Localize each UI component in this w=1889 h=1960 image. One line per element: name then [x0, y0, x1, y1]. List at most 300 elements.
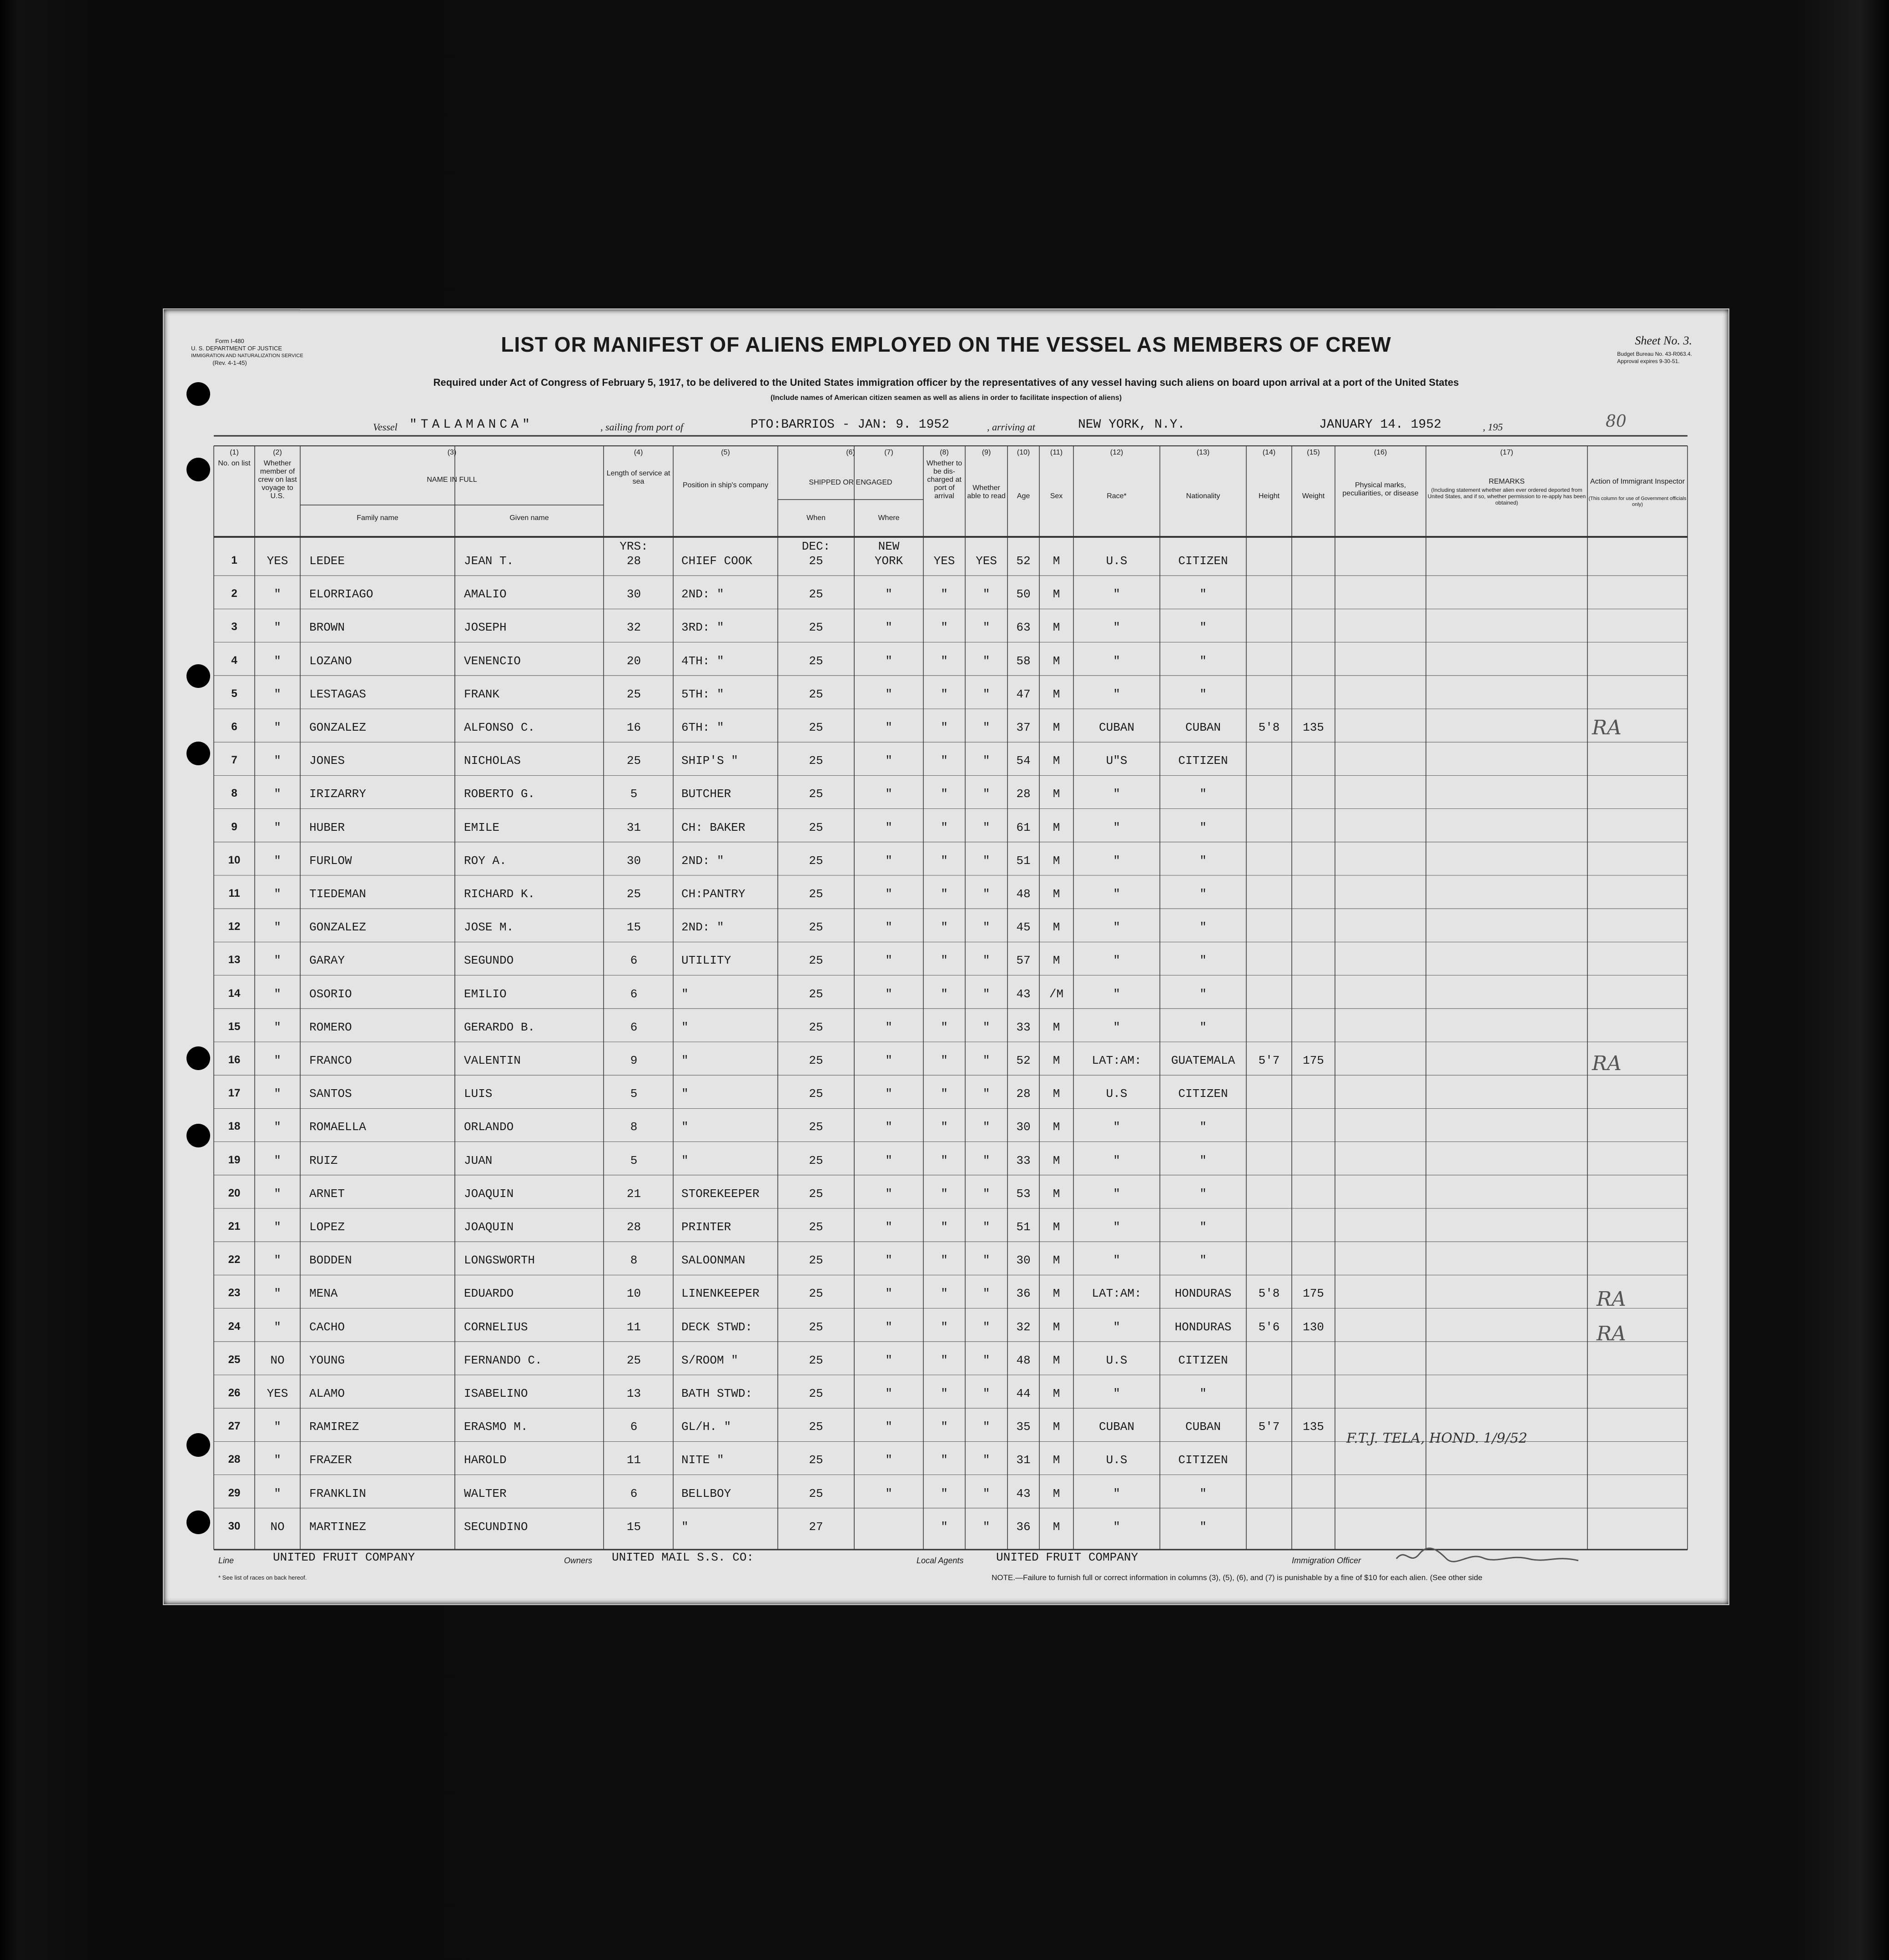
cell-position: ": [681, 1087, 689, 1101]
row-number: 15: [228, 1020, 241, 1033]
cell-weight: 175: [1303, 1287, 1324, 1301]
cell-where: ": [885, 954, 892, 968]
cell-age: 51: [1016, 1220, 1031, 1234]
arrival-date: JANUARY 14. 1952: [1319, 418, 1441, 432]
cell-nationality: ": [1199, 687, 1207, 701]
cell-when: 25: [809, 1486, 823, 1500]
cell-given-name: VALENTIN: [464, 1054, 521, 1067]
header-inspector-action: Action of Immigrant Inspector: [1590, 478, 1685, 485]
cell-family-name: ROMERO: [309, 1020, 352, 1034]
cell-able-to-read: ": [982, 1353, 990, 1367]
cell-given-name: LONGSWORTH: [464, 1253, 535, 1268]
cell-age: 33: [1016, 1153, 1031, 1167]
cell-when: 25: [809, 987, 823, 1001]
cell-when: 25: [809, 587, 823, 601]
cell-able-to-read: ": [982, 1320, 990, 1334]
include-note: (Include names of American citizen seamen as well as aliens in order to facilitate inspection of aliens): [770, 394, 1122, 402]
cell-when: 25: [809, 654, 823, 668]
cell-position: 3RD: ": [681, 621, 724, 635]
cell-able-to-read: ": [982, 1020, 990, 1034]
vessel-name: "TALAMANCA": [409, 418, 534, 432]
cell-previous-voyage: ": [274, 721, 281, 734]
sailing-port: PTO:BARRIOS - JAN: 9. 1952: [751, 418, 949, 432]
cell-family-name: ELORRIAGO: [309, 587, 373, 601]
header-remarks-note: (Including statement whether alien ever ordered deported from United States, and if so, whether permission to re-apply has been obtained): [1427, 487, 1586, 506]
cell-position: CH: BAKER: [681, 820, 746, 834]
cell-race: ": [1113, 920, 1120, 935]
cell-service: 5: [630, 787, 638, 801]
cell-age: 28: [1016, 1087, 1031, 1101]
cell-race: ": [1113, 820, 1120, 834]
cell-race: U.S: [1106, 1087, 1128, 1101]
cell-able-to-read: ": [982, 920, 990, 935]
row-number: 24: [228, 1320, 241, 1333]
cell-given-name: VENENCIO: [464, 654, 521, 668]
cell-age: 36: [1016, 1287, 1031, 1301]
cell-service: 25: [626, 687, 641, 701]
cell-previous-voyage: ": [274, 920, 281, 935]
cell-previous-voyage: ": [274, 1087, 281, 1101]
cell-previous-voyage: ": [274, 1120, 281, 1134]
cell-discharged: ": [941, 1253, 948, 1268]
row-number: 22: [228, 1253, 241, 1266]
corner-mark: 80: [1606, 412, 1627, 431]
cell-where-line: YORK: [874, 554, 903, 568]
cell-previous-voyage: ": [274, 1153, 281, 1167]
cell-family-name: OSORIO: [309, 987, 352, 1001]
cell-when: 25: [809, 1120, 823, 1134]
column-number: (4): [634, 449, 643, 456]
cell-given-name: ERASMO M.: [464, 1420, 528, 1434]
cell-discharged: ": [941, 654, 948, 668]
cell-age: 58: [1016, 654, 1031, 668]
cell-discharged: ": [941, 1220, 948, 1234]
cell-when: 25: [809, 1420, 823, 1434]
cell-previous-voyage: ": [274, 854, 281, 868]
cell-previous-voyage: NO: [270, 1353, 285, 1367]
officer-signature: [1392, 1545, 1583, 1568]
inspector-mark: RA: [1592, 1052, 1622, 1075]
cell-service: 15: [626, 1520, 641, 1534]
cell-able-to-read: ": [982, 954, 990, 968]
row-number: 14: [228, 987, 241, 1000]
cell-when: 25: [809, 1087, 823, 1101]
cell-able-to-read: ": [982, 1520, 990, 1534]
cell-sex: M: [1053, 1153, 1060, 1167]
header-remarks: REMARKS: [1488, 478, 1525, 485]
cell-position: SHIP'S ": [681, 754, 738, 768]
penalty-note: NOTE.—Failure to furnish full or correct information in columns (3), (5), (6), and (7) is punishable by a fine of $10 for each alien. (See other side: [992, 1573, 1483, 1582]
cell-service: 25: [626, 754, 641, 768]
cell-position: UTILITY: [681, 954, 731, 968]
cell-sex: M: [1053, 920, 1060, 935]
row-number: 8: [231, 787, 237, 800]
cell-age: 37: [1016, 721, 1031, 734]
cell-where: ": [885, 1420, 892, 1434]
cell-previous-voyage: ": [274, 587, 281, 601]
cell-previous-voyage: ": [274, 1020, 281, 1034]
cell-able-to-read: ": [982, 1453, 990, 1467]
cell-race: ": [1113, 1320, 1120, 1334]
cell-able-to-read: ": [982, 1486, 990, 1500]
cell-family-name: GONZALEZ: [309, 920, 366, 935]
row-number: 21: [228, 1220, 241, 1233]
cell-nationality: CITIZEN: [1178, 1353, 1228, 1367]
column-number: (13): [1196, 449, 1210, 456]
header-where: Where: [878, 514, 900, 522]
cell-family-name: ROMAELLA: [309, 1120, 366, 1134]
cell-race: ": [1113, 1387, 1120, 1400]
cell-discharged: ": [941, 721, 948, 734]
approval-line: Approval expires 9-30-51.: [1617, 358, 1680, 364]
cell-when: 25: [809, 621, 823, 635]
cell-when: 25: [809, 1287, 823, 1301]
column-number: (8): [940, 449, 949, 456]
cell-when: 25: [809, 887, 823, 901]
cell-age: 32: [1016, 1320, 1031, 1334]
cell-nationality: ": [1199, 1387, 1207, 1400]
cell-sex: M: [1053, 1453, 1060, 1467]
cell-previous-voyage: ": [274, 1320, 281, 1334]
cell-discharged: ": [941, 787, 948, 801]
cell-age: 45: [1016, 920, 1031, 935]
header-previous-voyage: Whether member of crew on last voyage to U.S.: [258, 460, 297, 500]
cell-service: 8: [630, 1253, 638, 1268]
cell-previous-voyage: ": [274, 687, 281, 701]
row-number: 2: [231, 587, 237, 600]
cell-discharged: ": [941, 621, 948, 635]
cell-nationality: ": [1199, 654, 1207, 668]
cell-discharged: ": [941, 754, 948, 768]
cell-discharged: ": [941, 687, 948, 701]
cell-family-name: FRANKLIN: [309, 1486, 366, 1500]
cell-when: 25: [809, 754, 823, 768]
cell-when: 25: [809, 920, 823, 935]
row-number: 20: [228, 1187, 241, 1199]
cell-able-to-read: ": [982, 1054, 990, 1067]
cell-where-line: NEW: [878, 540, 900, 553]
cell-position: BUTCHER: [681, 787, 731, 801]
department: U. S. DEPARTMENT OF JUSTICE: [191, 345, 282, 352]
column-number: (2): [273, 449, 282, 456]
cell-where: ": [885, 754, 892, 768]
row-number: 12: [228, 920, 241, 933]
cell-previous-voyage: YES: [267, 554, 288, 568]
cell-previous-voyage: ": [274, 787, 281, 801]
cell-service: 6: [630, 1486, 638, 1500]
cell-when: 25: [809, 854, 823, 868]
cell-given-name: LUIS: [464, 1087, 493, 1101]
cell-age: 43: [1016, 1486, 1031, 1500]
cell-given-name: SEGUNDO: [464, 954, 514, 968]
cell-where: ": [885, 1020, 892, 1034]
cell-sex: M: [1053, 1287, 1060, 1301]
date-suffix: , 195: [1483, 421, 1503, 433]
cell-service: 5: [630, 1153, 638, 1167]
row-number: 30: [228, 1520, 241, 1532]
cell-position: ": [681, 1153, 689, 1167]
cell-when: 25: [809, 1353, 823, 1367]
cell-where: ": [885, 854, 892, 868]
cell-nationality: ": [1199, 820, 1207, 834]
cell-position: STOREKEEPER: [681, 1187, 760, 1201]
cell-family-name: MARTINEZ: [309, 1520, 366, 1534]
cell-when: 25: [809, 787, 823, 801]
cell-where: ": [885, 1287, 892, 1301]
header-weight: Weight: [1302, 492, 1325, 500]
owners-label: Owners: [564, 1556, 593, 1565]
cell-nationality: ": [1199, 1120, 1207, 1134]
cell-sex: M: [1053, 554, 1060, 568]
cell-position: NITE ": [681, 1453, 724, 1467]
row-number: 3: [231, 621, 237, 633]
cell-when: 25: [809, 954, 823, 968]
cell-discharged: ": [941, 587, 948, 601]
cell-race: ": [1113, 1253, 1120, 1268]
cell-given-name: AMALIO: [464, 587, 507, 601]
header-sex: Sex: [1050, 492, 1063, 500]
cell-nationality: ": [1199, 1153, 1207, 1167]
cell-sex: M: [1053, 854, 1060, 868]
cell-able-to-read: ": [982, 1253, 990, 1268]
cell-sex: M: [1053, 820, 1060, 834]
cell-age: 52: [1016, 554, 1031, 568]
cell-position: S/ROOM ": [681, 1353, 738, 1367]
cell-race: ": [1113, 1120, 1120, 1134]
cell-nationality: CITIZEN: [1178, 1453, 1228, 1467]
cell-race: ": [1113, 1220, 1120, 1234]
cell-race: LAT:AM:: [1092, 1287, 1142, 1301]
cell-service: 11: [626, 1453, 641, 1467]
cell-previous-voyage: ": [274, 621, 281, 635]
cell-when: 25: [809, 1054, 823, 1067]
cell-race: ": [1113, 587, 1120, 601]
cell-family-name: IRIZARRY: [309, 787, 366, 801]
cell-age: 35: [1016, 1420, 1031, 1434]
cell-nationality: ": [1199, 1020, 1207, 1034]
cell-sex: M: [1053, 1054, 1060, 1067]
cell-given-name: EMILE: [464, 820, 500, 834]
cell-given-name: SECUNDINO: [464, 1520, 528, 1534]
cell-age: 48: [1016, 887, 1031, 901]
cell-position: 2ND: ": [681, 587, 724, 601]
cell-service: 6: [630, 954, 638, 968]
cell-nationality: CUBAN: [1185, 721, 1221, 734]
cell-service: 21: [626, 1187, 641, 1201]
cell-race: ": [1113, 787, 1120, 801]
cell-able-to-read: ": [982, 1187, 990, 1201]
cell-sex: M: [1053, 721, 1060, 734]
row-number: 4: [231, 654, 237, 667]
cell-height: 5'8: [1258, 721, 1280, 734]
cell-race: U.S: [1106, 1353, 1128, 1367]
cell-nationality: ": [1199, 1220, 1207, 1234]
cell-race: U.S: [1106, 554, 1128, 568]
cell-able-to-read: ": [982, 1387, 990, 1400]
cell-given-name: ORLANDO: [464, 1120, 514, 1134]
column-number: (5): [721, 449, 730, 456]
row-number: 27: [228, 1420, 241, 1433]
cell-position: CHIEF COOK: [681, 554, 753, 568]
cell-previous-voyage: ": [274, 1253, 281, 1268]
revision: (Rev. 4-1-45): [212, 359, 247, 366]
cell-family-name: LOPEZ: [309, 1220, 345, 1234]
cell-able-to-read: ": [982, 587, 990, 601]
cell-given-name: FRANK: [464, 687, 500, 701]
cell-family-name: CACHO: [309, 1320, 345, 1334]
cell-discharged: ": [941, 1353, 948, 1367]
cell-service-prefix: YRS:: [620, 540, 648, 553]
cell-family-name: FURLOW: [309, 854, 352, 868]
cell-when: 25: [809, 1020, 823, 1034]
column-number: (15): [1307, 449, 1320, 456]
cell-sex: M: [1053, 1486, 1060, 1500]
cell-height: 5'7: [1258, 1420, 1280, 1434]
cell-sex: M: [1053, 887, 1060, 901]
cell-family-name: LOZANO: [309, 654, 352, 668]
cell-family-name: FRAZER: [309, 1453, 352, 1467]
cell-service: 11: [626, 1320, 641, 1334]
cell-service: 25: [626, 1353, 641, 1367]
cell-nationality: CITIZEN: [1178, 754, 1228, 768]
cell-service: 5: [630, 1087, 638, 1101]
cell-nationality: CUBAN: [1185, 1420, 1221, 1434]
cell-where: ": [885, 687, 892, 701]
cell-family-name: RUIZ: [309, 1153, 338, 1167]
cell-age: 36: [1016, 1520, 1031, 1534]
cell-sex: M: [1053, 1187, 1060, 1201]
cell-sex: M: [1053, 1020, 1060, 1034]
cell-when: 25: [809, 1253, 823, 1268]
cell-discharged: ": [941, 1420, 948, 1434]
cell-race: CUBAN: [1098, 721, 1134, 734]
row-number: 17: [228, 1087, 241, 1100]
row-number: 1: [231, 554, 237, 566]
cell-age: 51: [1016, 854, 1031, 868]
sailing-label: , sailing from port of: [600, 421, 683, 433]
header-given-name: Given name: [509, 514, 549, 522]
cell-nationality: HONDURAS: [1174, 1320, 1232, 1334]
cell-where: ": [885, 1120, 892, 1134]
cell-able-to-read: ": [982, 687, 990, 701]
cell-family-name: MENA: [309, 1287, 338, 1301]
cell-age: 28: [1016, 787, 1031, 801]
cell-previous-voyage: ": [274, 954, 281, 968]
cell-sex: M: [1053, 787, 1060, 801]
header-physical-marks: Physical marks, peculiarities, or disease: [1342, 481, 1419, 497]
cell-position: 5TH: ": [681, 687, 724, 701]
officer-label: Immigration Officer: [1292, 1556, 1361, 1565]
header-discharged: Whether to be dis-charged at port of arrival: [926, 460, 962, 500]
cell-previous-voyage: NO: [270, 1520, 285, 1534]
cell-previous-voyage: ": [274, 1054, 281, 1067]
cell-discharged: YES: [933, 554, 955, 568]
cell-family-name: RAMIREZ: [309, 1420, 359, 1434]
cell-discharged: ": [941, 820, 948, 834]
header-able-to-read: Whether able to read: [967, 484, 1006, 500]
cell-nationality: CITIZEN: [1178, 1087, 1228, 1101]
cell-height: 5'8: [1258, 1287, 1280, 1301]
cell-sex: M: [1053, 1420, 1060, 1434]
cell-position: ": [681, 1520, 689, 1534]
cell-family-name: HUBER: [309, 820, 345, 834]
cell-where: ": [885, 721, 892, 734]
cell-family-name: TIEDEMAN: [309, 887, 366, 901]
cell-sex: M: [1053, 1387, 1060, 1400]
cell-sex: M: [1053, 1353, 1060, 1367]
cell-position: 2ND: ": [681, 920, 724, 935]
cell-age: 57: [1016, 954, 1031, 968]
cell-given-name: JOSE M.: [464, 920, 514, 935]
cell-age: 52: [1016, 1054, 1031, 1067]
cell-when: 27: [809, 1520, 823, 1534]
cell-sex: M: [1053, 654, 1060, 668]
cell-position: ": [681, 1120, 689, 1134]
cell-when: 25: [809, 1220, 823, 1234]
cell-race: ": [1113, 1520, 1120, 1534]
cell-sex: M: [1053, 954, 1060, 968]
cell-able-to-read: ": [982, 854, 990, 868]
cell-where: ": [885, 1320, 892, 1334]
cell-nationality: HONDURAS: [1174, 1287, 1232, 1301]
header-name-in-full: NAME IN FULL: [427, 476, 477, 484]
cell-family-name: LESTAGAS: [309, 687, 366, 701]
cell-discharged: ": [941, 1387, 948, 1400]
requirement-text: Required under Act of Congress of February 5, 1917, to be delivered to the United States immigration officer by the representatives of any vessel having such aliens on board upon arrival at a port of the United States: [433, 377, 1459, 388]
cell-given-name: ROBERTO G.: [464, 787, 535, 801]
cell-sex: M: [1053, 687, 1060, 701]
cell-previous-voyage: ": [274, 987, 281, 1001]
cell-nationality: ": [1199, 920, 1207, 935]
cell-nationality: ": [1199, 1520, 1207, 1534]
line-label: Line: [218, 1556, 234, 1565]
cell-service: 16: [626, 721, 641, 734]
row-number: 18: [228, 1120, 241, 1133]
cell-age: 61: [1016, 820, 1031, 834]
cell-when: 25: [809, 1387, 823, 1400]
cell-service: 30: [626, 854, 641, 868]
cell-service: 10: [626, 1287, 641, 1301]
cell-where: ": [885, 887, 892, 901]
cell-position: BATH STWD:: [681, 1387, 753, 1400]
cell-sex: M: [1053, 1320, 1060, 1334]
cell-previous-voyage: ": [274, 654, 281, 668]
header-age: Age: [1017, 492, 1030, 500]
cell-age: 50: [1016, 587, 1031, 601]
row-number: 28: [228, 1453, 241, 1466]
cell-given-name: WALTER: [464, 1486, 507, 1500]
cell-family-name: LEDEE: [309, 554, 345, 568]
cell-nationality: ": [1199, 621, 1207, 635]
cell-discharged: ": [941, 1520, 948, 1534]
agents-value: UNITED FRUIT COMPANY: [996, 1551, 1138, 1564]
column-number: (10): [1017, 449, 1030, 456]
cell-family-name: JONES: [309, 754, 345, 768]
column-number: (17): [1500, 449, 1513, 456]
cell-where: ": [885, 787, 892, 801]
column-number: (11): [1050, 449, 1063, 456]
cell-position: 4TH: ": [681, 654, 724, 668]
service-name: IMMIGRATION AND NATURALIZATION SERVICE: [191, 353, 303, 359]
cell-family-name: GONZALEZ: [309, 721, 366, 734]
cell-family-name: ARNET: [309, 1187, 345, 1201]
cell-sex: M: [1053, 1520, 1060, 1534]
cell-discharged: ": [941, 1287, 948, 1301]
cell-position: LINENKEEPER: [681, 1287, 760, 1301]
cell-able-to-read: ": [982, 721, 990, 734]
cell-position: PRINTER: [681, 1220, 731, 1234]
cell-age: 44: [1016, 1387, 1031, 1400]
